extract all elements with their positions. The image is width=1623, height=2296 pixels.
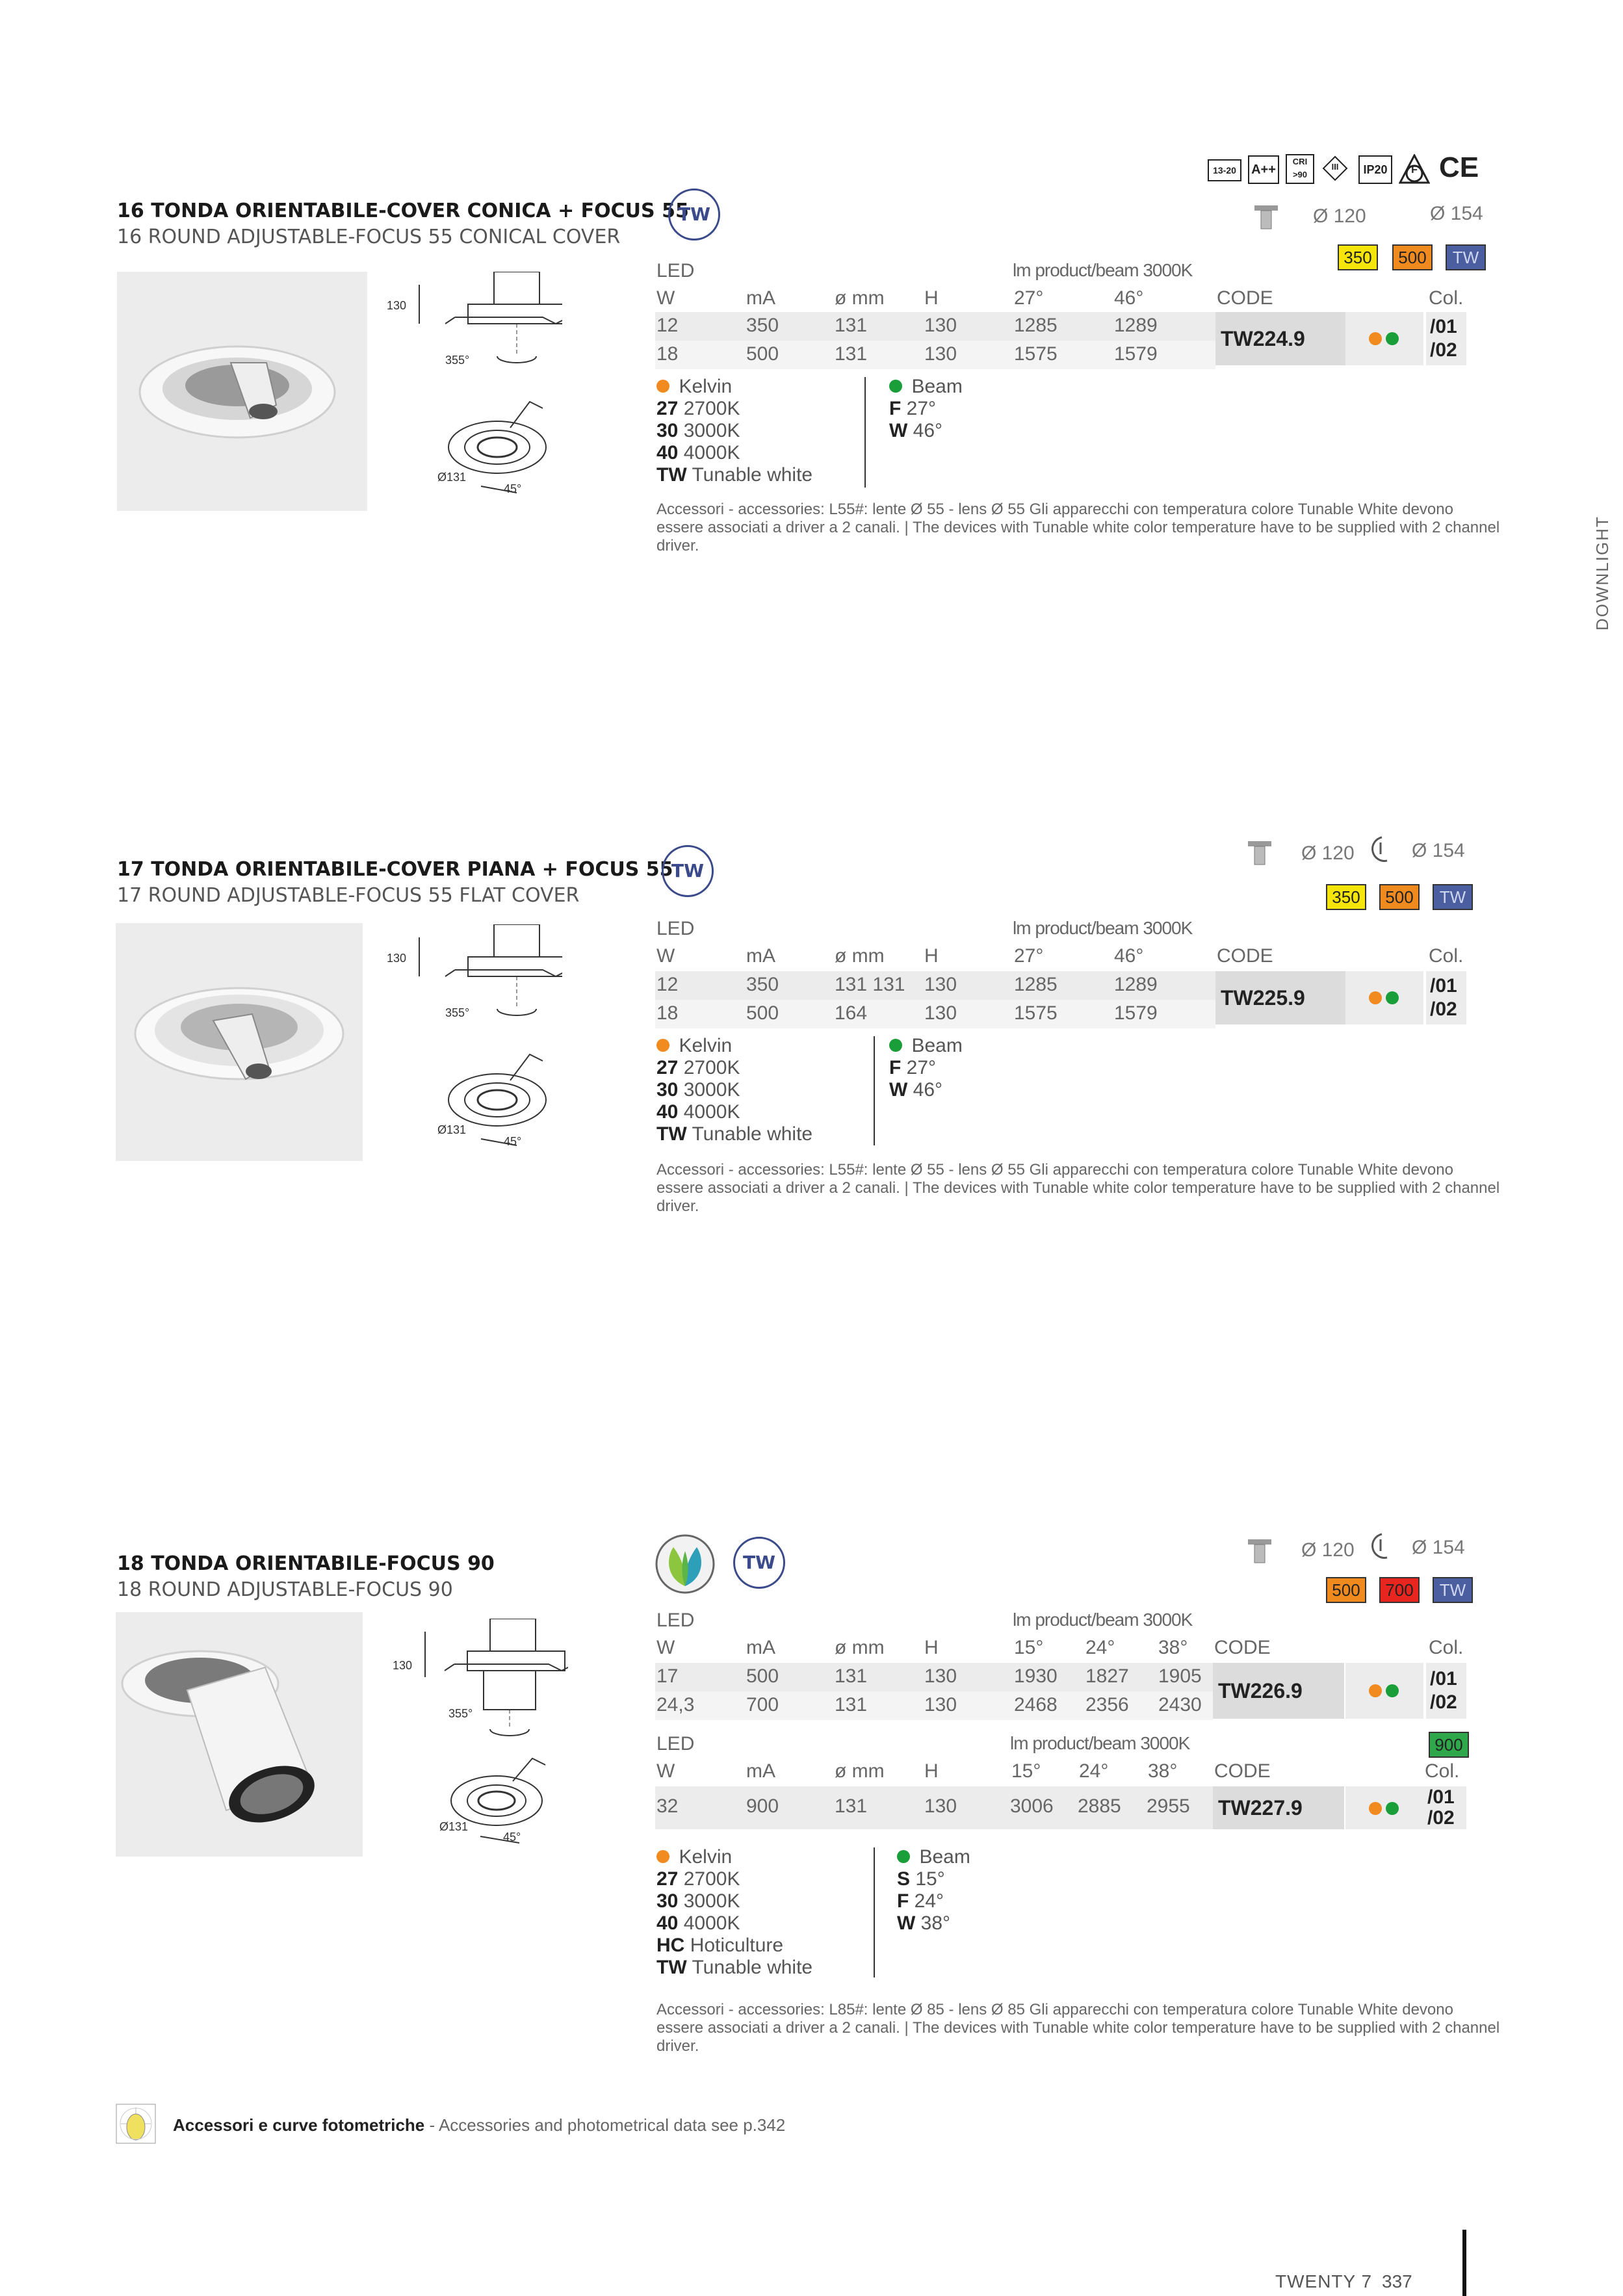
col-beam-38: 38° [1148, 1760, 1178, 1782]
kelvin-dot [656, 380, 669, 393]
accessories-note: Accessori - accessories: L85#: lente Ø 85 - lens Ø 85 Gli apparecchi con temperatura colore Tunable White devono essere associati a driver a 2 canali. | The devices with Tunable white color temperature have to be supplied with 2 channel driver. [656, 2001, 1500, 2055]
height-label: 130 [387, 299, 407, 312]
diameter-label: Ø131 [437, 1123, 467, 1136]
led-label: LED [656, 918, 695, 939]
current-700-badge: 700 [1379, 1577, 1420, 1603]
color-dots [1345, 1786, 1423, 1829]
col-beam-46: 46° [1114, 287, 1144, 309]
kelvin-dot [656, 1850, 669, 1863]
col-beam-27: 27° [1014, 945, 1044, 967]
recessed-icon [1253, 203, 1279, 231]
col-w: W [656, 1637, 675, 1658]
col-diameter: ø mm [835, 287, 885, 309]
led-label: LED [656, 1733, 695, 1755]
table-row: 17 500 131 130 1930 1827 1905 [655, 1663, 1213, 1691]
kelvin-dot [656, 1039, 669, 1052]
product-photo [116, 1612, 363, 1857]
divider [874, 1036, 875, 1145]
cri-icon: CRI >90 [1286, 154, 1314, 184]
col-ma: mA [746, 287, 775, 309]
rotation-label: 355° [448, 1707, 473, 1720]
flex-icon [1368, 835, 1394, 867]
hole-diameter: Ø 120 [1301, 1539, 1355, 1561]
flex-icon [1368, 1532, 1394, 1564]
color-codes: /01 /02 [1426, 971, 1466, 1024]
led-label: LED [656, 260, 695, 281]
outer-diameter: Ø 154 [1412, 840, 1465, 861]
current-350-badge: 350 [1326, 884, 1366, 910]
page-marker [1462, 2230, 1466, 2296]
color-codes: /01 /02 [1423, 1786, 1466, 1829]
col-h: H [924, 287, 939, 309]
col-w: W [656, 945, 675, 967]
divider [874, 1847, 875, 1977]
hole-diameter: Ø 120 [1301, 842, 1355, 864]
col-code: CODE [1217, 945, 1273, 967]
height-label: 130 [393, 1659, 413, 1672]
current-tw-badge: TW [1446, 244, 1486, 270]
diameter-label: Ø131 [437, 471, 467, 484]
class-iii-icon: III [1322, 155, 1348, 181]
col-beam-24: 24° [1079, 1760, 1109, 1782]
tw-badge: TW [733, 1537, 785, 1589]
tilt-label: 45° [503, 1831, 521, 1844]
beam-legend: Beam F 27° W 46° [889, 376, 963, 441]
beam-dot [889, 1039, 902, 1052]
recessed-icon [1247, 1537, 1273, 1565]
product-subtitle: 16 ROUND ADJUSTABLE-FOCUS 55 CONICAL COVER [117, 226, 621, 248]
table-row: 12 350 131 130 1285 1289 [655, 312, 1215, 341]
col-h: H [924, 1760, 939, 1782]
lm-header: lm product/beam 3000K [1010, 1733, 1190, 1753]
color-dots [1345, 971, 1423, 1024]
technical-drawing [393, 1619, 568, 1853]
recessed-icon [1247, 839, 1273, 867]
col-code: CODE [1214, 1760, 1271, 1782]
side-label: DOWNLIGHT [1592, 515, 1612, 631]
col-w: W [656, 287, 675, 309]
kelvin-dot [1369, 332, 1382, 345]
kelvin-legend: Kelvin 27 2700K 30 3000K 40 4000K TW Tunable white [656, 1035, 813, 1145]
col-beam-38: 38° [1158, 1637, 1188, 1658]
page-number: 337 [1382, 2271, 1412, 2291]
product-title: 17 TONDA ORIENTABILE-COVER PIANA + FOCUS 55 [117, 858, 673, 881]
ip20-icon: IP20 [1358, 155, 1392, 184]
beam-dot [897, 1850, 910, 1863]
col-code: CODE [1217, 287, 1273, 309]
col-h: H [924, 1637, 939, 1658]
color-dots [1345, 312, 1423, 365]
accessories-note: Accessori - accessories: L55#: lente Ø 55 - lens Ø 55 Gli apparecchi con temperatura colore Tunable White devono essere associati a driver a 2 canali. | The devices with Tunable white color temperature have to be supplied with 2 channel driver. [656, 501, 1500, 554]
col-diameter: ø mm [835, 1760, 885, 1782]
current-900-badge: 900 [1429, 1732, 1469, 1758]
technical-drawing [387, 272, 562, 506]
beam-dot [1386, 1684, 1399, 1697]
lm-header: lm product/beam 3000K [1013, 1610, 1193, 1630]
product-photo [116, 923, 363, 1161]
outer-diameter: Ø 154 [1412, 1537, 1465, 1558]
product-subtitle: 17 ROUND ADJUSTABLE-FOCUS 55 FLAT COVER [117, 884, 580, 907]
col-beam-24: 24° [1085, 1637, 1115, 1658]
col-diameter: ø mm [835, 1637, 885, 1658]
beam-legend: Beam F 27° W 46° [889, 1035, 963, 1101]
f-mark-icon: F [1399, 154, 1430, 184]
table-row: 18 500 164 130 1575 1579 [655, 1000, 1215, 1028]
col-color: Col. [1429, 945, 1464, 967]
beam-dot [1386, 991, 1399, 1004]
color-dots [1345, 1663, 1423, 1719]
lm-header: lm product/beam 3000K [1013, 260, 1193, 280]
col-beam-15: 15° [1011, 1760, 1041, 1782]
diameter-label: Ø131 [439, 1820, 469, 1833]
current-350-badge: 350 [1338, 244, 1378, 270]
product-subtitle: 18 ROUND ADJUSTABLE-FOCUS 90 [117, 1578, 453, 1601]
kelvin-dot [1369, 1802, 1382, 1815]
col-h: H [924, 945, 939, 967]
col-beam-15: 15° [1014, 1637, 1044, 1658]
col-code: CODE [1214, 1637, 1271, 1658]
color-codes: /01 /02 [1426, 1663, 1466, 1719]
photometric-icon [116, 2104, 156, 2144]
outer-diameter: Ø 154 [1430, 203, 1483, 224]
divider [864, 377, 866, 488]
hole-diameter: Ø 120 [1313, 205, 1366, 227]
rotation-label: 355° [445, 1006, 470, 1019]
tilt-label: 45° [504, 1135, 522, 1148]
table-row: 18 500 131 130 1575 1579 [655, 341, 1215, 369]
kelvin-legend: Kelvin 27 2700K 30 3000K 40 4000K TW Tunable white [656, 376, 813, 486]
lm-header: lm product/beam 3000K [1013, 918, 1193, 938]
rotation-label: 355° [445, 354, 470, 367]
energy-class-icon: A++ [1248, 155, 1279, 184]
col-ma: mA [746, 1760, 775, 1782]
beam-dot [1386, 1802, 1399, 1815]
col-beam-27: 27° [1014, 287, 1044, 309]
product-title: 16 TONDA ORIENTABILE-COVER CONICA + FOCUS 55 [117, 200, 689, 222]
product-title: 18 TONDA ORIENTABILE-FOCUS 90 [117, 1552, 495, 1575]
table-row: 12 350 131 131 130 1285 1289 [655, 971, 1215, 1000]
color-codes: /01 /02 [1426, 312, 1466, 365]
col-ma: mA [746, 1637, 775, 1658]
kelvin-dot [1369, 991, 1382, 1004]
col-beam-46: 46° [1114, 945, 1144, 967]
product-code[interactable]: TW224.9 [1215, 312, 1345, 365]
height-label: 130 [387, 952, 407, 965]
col-diameter: ø mm [835, 945, 885, 967]
table-row: 32 900 131 130 3006 2885 2955 [655, 1786, 1213, 1829]
current-tw-badge: TW [1433, 884, 1473, 910]
col-w: W [656, 1760, 675, 1782]
current-500-badge: 500 [1392, 244, 1433, 270]
current-tw-badge: TW [1433, 1577, 1473, 1603]
table-row: 24,3 700 131 130 2468 2356 2430 [655, 1691, 1213, 1720]
lumen-range-icon: 13-20 [1208, 159, 1241, 181]
product-photo [117, 272, 367, 511]
col-color: Col. [1429, 287, 1464, 309]
certification-icons [1208, 151, 1479, 188]
footer-brand: TWENTY 7 [1275, 2271, 1373, 2291]
col-color: Col. [1429, 1637, 1464, 1658]
product-code[interactable]: TW225.9 [1215, 971, 1345, 1024]
tw-badge: TW [668, 189, 720, 241]
leaf-icon [654, 1533, 716, 1595]
technical-drawing [387, 924, 562, 1158]
beam-dot [1386, 332, 1399, 345]
col-ma: mA [746, 945, 775, 967]
kelvin-dot [1369, 1684, 1382, 1697]
product-code[interactable]: TW226.9 [1213, 1663, 1344, 1719]
led-label: LED [656, 1610, 695, 1631]
beam-legend: Beam S 15° F 24° W 38° [897, 1846, 970, 1934]
current-500-badge: 500 [1326, 1577, 1366, 1603]
ce-mark-icon: CE [1439, 151, 1479, 183]
accessories-footer[interactable]: Accessori e curve fotometriche - Accessories and photometrical data see p.342 [173, 2115, 786, 2135]
accessories-note: Accessori - accessories: L55#: lente Ø 55 - lens Ø 55 Gli apparecchi con temperatura colore Tunable White devono essere associati a driver a 2 canali. | The devices with Tunable white color temperature have to be supplied with 2 channel driver. [656, 1161, 1500, 1215]
tw-badge: TW [662, 845, 714, 897]
tilt-label: 45° [504, 482, 522, 495]
product-code[interactable]: TW227.9 [1213, 1786, 1344, 1829]
current-500-badge: 500 [1379, 884, 1420, 910]
col-color: Col. [1425, 1760, 1460, 1782]
beam-dot [889, 380, 902, 393]
kelvin-legend: Kelvin 27 2700K 30 3000K 40 4000K HC Hoticulture TW Tunable white [656, 1846, 813, 1978]
